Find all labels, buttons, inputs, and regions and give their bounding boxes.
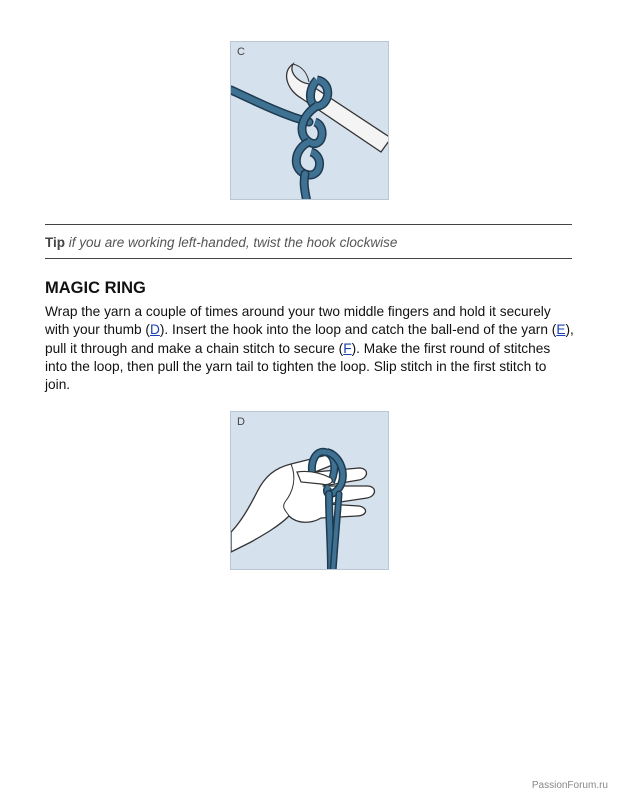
figure-d xyxy=(230,411,389,570)
instructions-paragraph xyxy=(45,303,575,394)
paragraph-text: Wrap the yarn a couple of times around your two middle fingers and hold it securely with your thumb ( xyxy=(45,304,551,338)
figure-c xyxy=(230,41,389,200)
section-heading: MAGIC RING xyxy=(45,279,146,297)
paragraph-text: ), pull it through and make a chain stitch to secure ( xyxy=(45,322,574,356)
tip-rule-bottom xyxy=(45,258,572,259)
hand-magic-ring-illustration xyxy=(231,412,388,569)
tip-rule-top xyxy=(45,224,572,225)
tip-label: Tip xyxy=(45,235,65,250)
tip-text: if you are working left-handed, twist the hook clockwise xyxy=(65,235,398,250)
figure-d-link[interactable]: D xyxy=(149,322,160,338)
figure-c-label: C xyxy=(237,46,245,58)
figure-e-link[interactable]: E xyxy=(556,322,566,338)
watermark: PassionForum.ru xyxy=(531,780,608,791)
hook-and-chain-illustration xyxy=(231,42,388,199)
paragraph-text: ). Make the first round of stitches into the loop, then pull the yarn tail to tighten the loop. Slip stitch in the first stitch to join. xyxy=(45,340,551,393)
paragraph-text: ). Insert the hook into the loop and catch the ball-end of the yarn ( xyxy=(159,322,557,338)
figure-d-label: D xyxy=(237,416,245,428)
figure-f-link[interactable]: F xyxy=(343,340,352,356)
tip-box xyxy=(45,235,397,250)
